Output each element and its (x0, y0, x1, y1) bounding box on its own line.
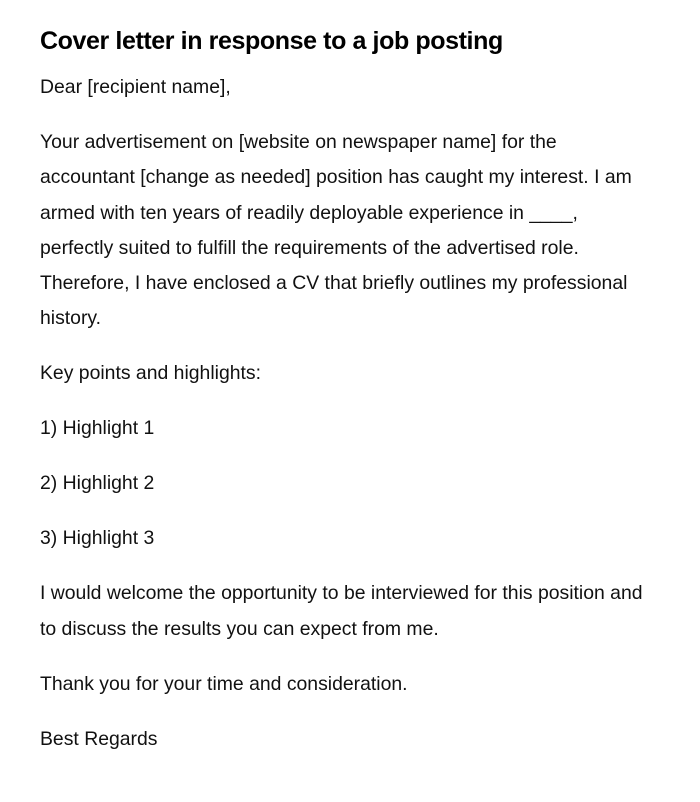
highlight-item-2: 2) Highlight 2 (40, 472, 155, 495)
highlight-item-1: 1) Highlight 1 (40, 417, 155, 440)
document-title: Cover letter in response to a job posting (40, 27, 503, 55)
signoff: Best Regards (40, 727, 158, 750)
intro-paragraph: Your advertisement on [website on newspaper name] for the accountant [change as needed] position has caught my interest. I am armed with ten years of readily deployable experience in ____, perfectly suited to fulfill the requirements of the advertised role. Therefore, I have enclosed a CV that briefly outlines my professional history. (40, 130, 632, 330)
greeting: Dear [recipient name], (40, 76, 231, 98)
highlights-heading: Key points and highlights: (40, 362, 261, 385)
closing-paragraph: I would welcome the opportunity to be interviewed for this position and to discuss the results you can expect from me. (40, 582, 643, 640)
thanks-line: Thank you for your time and consideration. (40, 672, 408, 695)
highlight-item-3: 3) Highlight 3 (40, 527, 155, 550)
cover-letter-document (40, 24, 652, 757)
